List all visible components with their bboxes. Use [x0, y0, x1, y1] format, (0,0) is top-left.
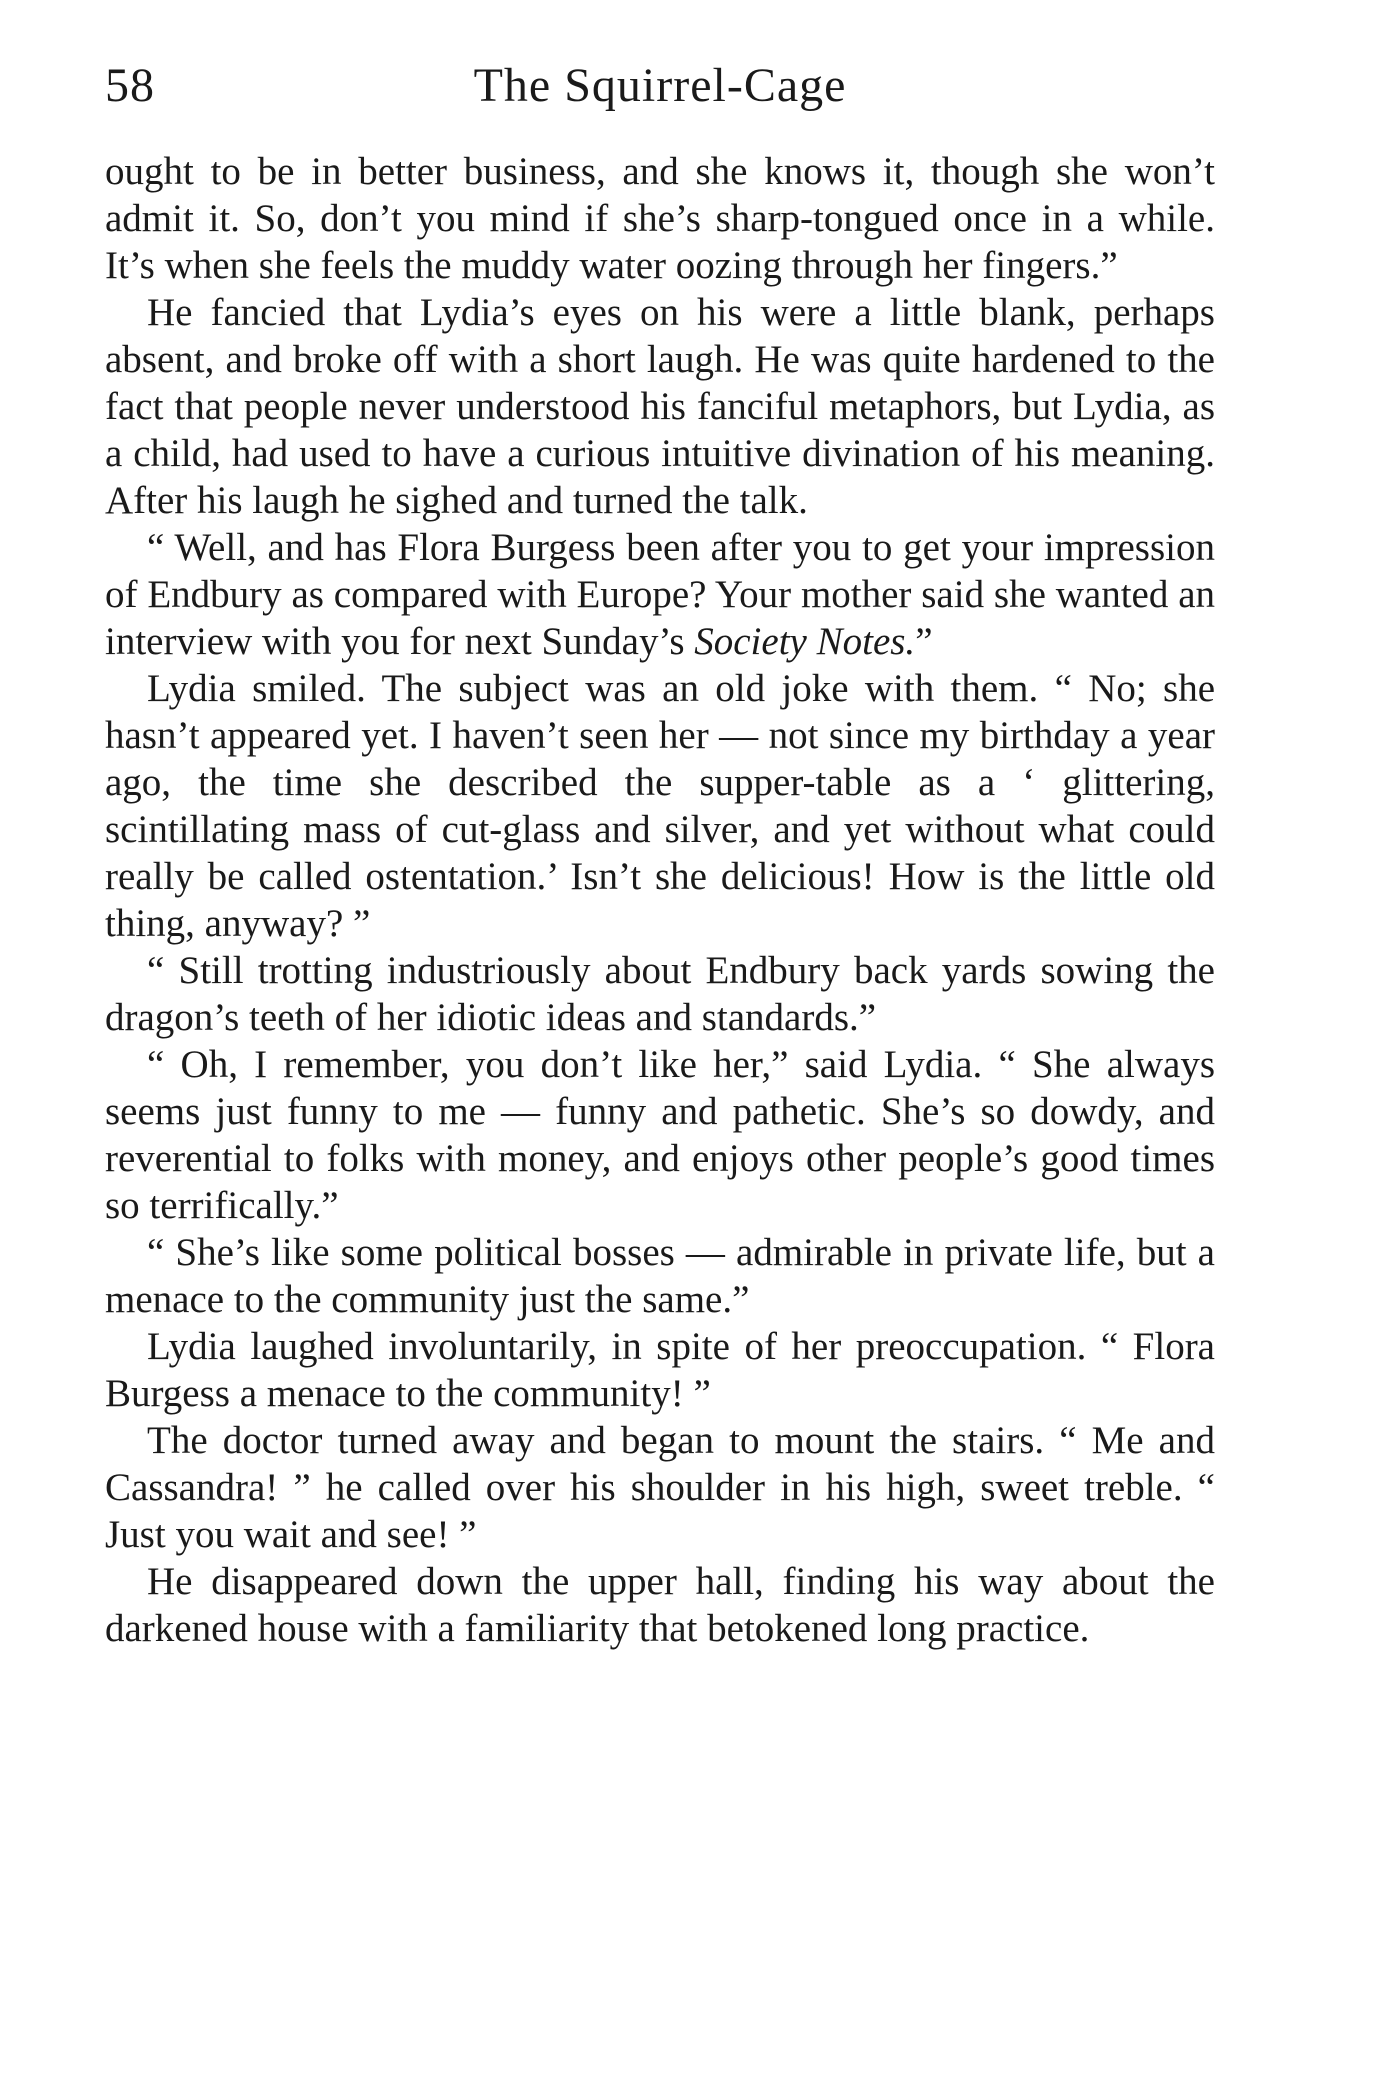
running-head: The Squirrel-Cage — [473, 59, 847, 112]
paragraph: He disappeared down the upper hall, finding his way about the darkened house with a familiarity that betokened long practice. — [105, 1560, 1215, 1650]
paragraph: Lydia laughed involuntarily, in spite of her preoccupation. “ Flora Burgess a menace to the community! ” — [105, 1325, 1215, 1415]
paragraph: He fancied that Lydia’s eyes on his were a little blank, perhaps absent, and broke off with a short laugh. He was quite hardened to the fact that people never understood his fanciful metaphors, but Lydia, as a child, had used to have a curious intuitive divination of his meaning. After his laugh he sighed and turned the talk. — [105, 291, 1215, 522]
paragraph — [105, 524, 1215, 665]
page-number: 58 — [105, 59, 155, 112]
paragraph-text: ” — [915, 620, 933, 663]
paragraph: “ Still trotting industriously about Endbury back yards sowing the dragon’s teeth of her idiotic ideas and standards.” — [105, 949, 1215, 1039]
page-header — [105, 58, 1215, 118]
paragraph: The doctor turned away and began to mount the stairs. “ Me and Cassandra! ” he called over his shoulder in his high, sweet treble. “ Just you wait and see! ” — [105, 1419, 1215, 1556]
paragraph: “ Oh, I remember, you don’t like her,” said Lydia. “ She always seems just funny to me — funny and pathetic. She’s so dowdy, and reverential to folks with money, and enjoys other people’s good times so terrifically.” — [105, 1043, 1215, 1227]
paragraph-text: “ Well, and has Flora Burgess been after you to get your impression of Endbury as compared with Europe? Your mother said she wanted an interview with you for next Sunday’s — [105, 526, 1215, 663]
italic-title: Society Notes. — [694, 620, 916, 663]
paragraph: “ She’s like some political bosses — admirable in private life, but a menace to the community just the same.” — [105, 1231, 1215, 1321]
paragraph: ought to be in better business, and she knows it, though she won’t admit it. So, don’t you mind if she’s sharp-tongued once in a while. It’s when she feels the muddy water oozing through her fingers.” — [105, 150, 1215, 287]
paragraph: Lydia smiled. The subject was an old joke with them. “ No; she hasn’t appeared yet. I haven’t seen her — not since my birthday a year ago, the time she described the supper-table as a ‘ glittering, scintillating mass of cut-glass and silver, and yet without what could really be called ostentation.’ Isn’t she delicious! How is the little old thing, anyway? ” — [105, 667, 1215, 945]
body-text — [105, 148, 1215, 1652]
